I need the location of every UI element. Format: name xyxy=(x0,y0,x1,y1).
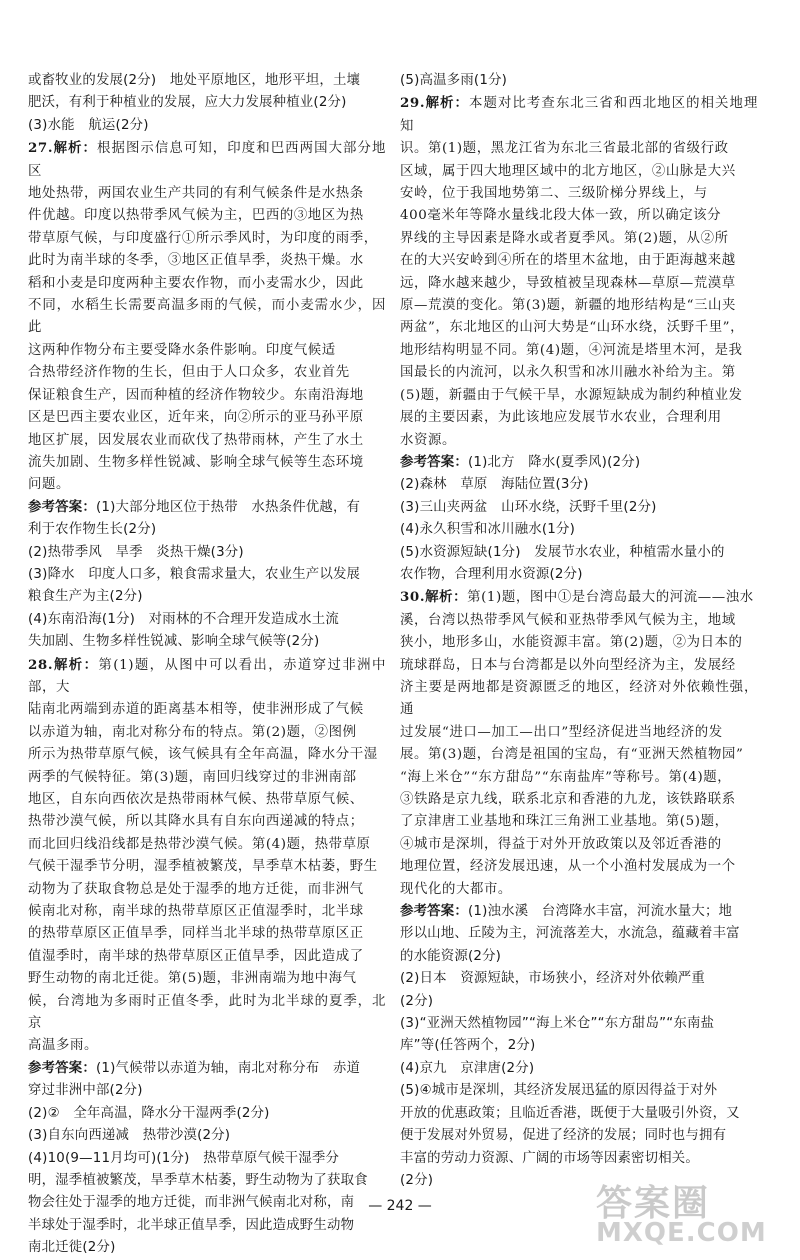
answer-line: (2)② 全年高温，降水分干湿两季(2分) xyxy=(28,1105,270,1121)
analysis-label: 解析： xyxy=(53,140,98,157)
analysis-line: 流失加剧、生物多样性锐减、影响全球气候等生态环境 xyxy=(28,454,364,470)
question-30 xyxy=(400,586,758,1192)
analysis-line: 安岭，位于我国地势第二、三级阶梯分界线上，与 xyxy=(400,186,708,202)
analysis-line: ④城市是深圳，得益于对外开放政策以及邻近香港的 xyxy=(400,836,722,852)
analysis-line: 候，台湾地为多雨时正值冬季，此时为北半球的夏季，北京 xyxy=(28,993,386,1032)
analysis-line: 高温多雨。 xyxy=(28,1038,98,1054)
text-line: (5)高温多雨(1分) xyxy=(400,73,508,88)
analysis-line: 过发展“进口—加工—出口”型经济促进当地经济的发 xyxy=(400,724,723,740)
analysis-line: 不同，水稻生长需要高温多雨的气候，而小麦需水少，因此 xyxy=(28,298,386,336)
answer-line: 丰富的劳动力资源、广阔的市场等因素密切相关。 xyxy=(400,1150,699,1166)
analysis-first-line xyxy=(28,654,386,700)
answer-first-line xyxy=(28,497,386,519)
analysis-line: 问题。 xyxy=(28,477,70,493)
analysis-line: 的热带草原区正值旱季，同样当北半球的热带草原区正 xyxy=(28,926,364,942)
analysis-line: 合热带经济作物的生长，但由于人口众多，农业首先 xyxy=(28,365,350,381)
analysis-line: 地理位置，经济发展迅速，从一个小渔村发展成为一个 xyxy=(400,859,736,875)
continued-answer xyxy=(28,70,386,137)
analysis-first-line xyxy=(28,137,386,183)
question-29 xyxy=(400,92,758,586)
answer-first-line xyxy=(400,452,758,474)
analysis-line: 地处热带，两国农业生产共同的有利气候条件是水热条 xyxy=(28,186,364,202)
analysis-line: 地区扩展，因发展农业而砍伐了热带雨林，产生了水土 xyxy=(28,432,364,448)
analysis-text: 本题对比考查东北三省和西北地区的相关地理知 xyxy=(400,96,758,134)
answer-first-line xyxy=(28,1058,386,1080)
question-28 xyxy=(28,654,386,1260)
analysis-line: (5)题，新疆由于气候干旱，水源短缺成为制约种植业发 xyxy=(400,387,743,403)
analysis-text: 第(1)题，从图中可以看出，赤道穿过非洲中部，大 xyxy=(28,657,386,695)
analysis-line: 野生动物的南北迁徙。第(5)题，非洲南端为地中海气 xyxy=(28,971,357,987)
answer-line: (4)10(9—11月均可)(1分) 热带草原气候干湿季分 xyxy=(28,1150,340,1166)
analysis-line: 而北回归线沿线都是热带沙漠气候。第(4)题，热带草原 xyxy=(28,836,371,852)
analysis-line: 所示为热带草原气候，该气候具有全年高温，降水分干湿 xyxy=(28,747,378,763)
answer-text: (1)气候带以赤道为轴，南北对称分布 赤道 xyxy=(95,1060,361,1076)
analysis-line: 狭小，地形多山，水能资源丰富。第(2)题，②为日本的 xyxy=(400,635,743,651)
watermark-text-top: 答案圈 xyxy=(596,1183,711,1224)
analysis-text: 第(1)题，图中①是台湾岛最大的河流——浊水 xyxy=(467,590,754,606)
analysis-line: 在的大兴安岭到④所在的塔里木盆地，由于距海越来越 xyxy=(400,253,736,269)
analysis-line: 候南北对称，南半球的热带草原区正值湿季时，北半球 xyxy=(28,904,364,920)
left-column xyxy=(28,70,386,1260)
answer-line: 粮食生产为主(2分) xyxy=(28,589,143,605)
answer-line: 南北迁徙(2分) xyxy=(28,1240,116,1256)
analysis-label: 解析： xyxy=(425,95,470,112)
answer-line: (5)④城市是深圳，其经济发展迅猛的原因得益于对外 xyxy=(400,1083,718,1099)
answer-line: (3)三山夹两盆 山环水绕，沃野千里(2分) xyxy=(400,499,657,515)
analysis-line: 溪，台湾以热带季风气候和亚热带季风气候为主，地域 xyxy=(400,612,736,628)
analysis-text: 根据图示信息可知，印度和巴西两国大部分地区 xyxy=(28,141,386,179)
analysis-line: 界线的主导因素是降水或者夏季风。第(2)题，从②所 xyxy=(400,230,729,246)
answer-line: 明，湿季植被繁茂，旱季草木枯萎，野生动物为了获取食 xyxy=(28,1172,368,1188)
analysis-line: 400毫米年等降水量线北段大体一致，所以确定该分 xyxy=(400,208,722,224)
answer-line: (3)自东向西递减 热带沙漠(2分) xyxy=(28,1128,231,1144)
analysis-line: 原—荒漠的变化。第(3)题，新疆的地形结构是“三山夹 xyxy=(400,298,737,314)
question-27 xyxy=(28,137,386,653)
analysis-line: 稻和小麦是印度两种主要农作物，而小麦需水少，因此 xyxy=(28,275,364,291)
analysis-line: 动物为了获取食物总是处于湿季的地方迁徙，而非洲气 xyxy=(28,881,364,897)
analysis-line: 热带沙漠气候，所以其降水具有自东向西递减的特点； xyxy=(28,814,364,830)
page-number: — 242 — xyxy=(368,1198,432,1214)
analysis-line: 识。第(1)题，黑龙江省为东北三省最北部的省级行政 xyxy=(400,141,729,157)
question-number: 28. xyxy=(28,656,54,673)
analysis-line: 地形结构明显不同。第(4)题，④河流是塔里木河，是我 xyxy=(400,342,743,358)
question-number: 30. xyxy=(400,589,426,606)
answer-line: (4)京九 京津唐(2分) xyxy=(400,1060,535,1076)
answer-line: (4)东南沿海(1分) 对雨林的不合理开发造成水土流 xyxy=(28,611,339,627)
analysis-line: “海上米仓”“东方甜岛”“东南盐库”等称号。第(4)题， xyxy=(400,769,732,785)
answer-label: 参考答案： xyxy=(28,1060,96,1076)
analysis-line: 远，降水越来越少，导致植被呈现森林—草原—荒漠草 xyxy=(400,275,736,291)
answer-label: 参考答案： xyxy=(400,454,468,470)
analysis-line: 国最长的内流河，以永久积雪和冰川融水补给为主。第 xyxy=(400,365,736,381)
answer-line: (4)永久积雪和冰川融水(1分) xyxy=(400,522,576,538)
answer-line: 的水能资源(2分) xyxy=(400,948,502,964)
answer-line: 便于发展对外贸易，促进了经济的发展；同时也与拥有 xyxy=(400,1128,727,1144)
answer-line: 穿过非洲中部(2分) xyxy=(28,1083,143,1099)
answer-line: 半球处于湿季时，北半球正值旱季，因此造成野生动物 xyxy=(28,1217,355,1233)
analysis-first-line xyxy=(400,586,758,609)
text-line: 肥沃，有利于种植业的发展，应大力发展种植业(2分) xyxy=(28,95,347,111)
analysis-line: ③铁路是京九线，联系北京和香港的九龙，该铁路联系 xyxy=(400,792,736,807)
analysis-line: 展的主要因素，为此该地应发展节水农业，合理利用 xyxy=(400,410,722,426)
analysis-label: 解析： xyxy=(425,589,468,606)
answer-line: 库”等(任答两个，2分) xyxy=(400,1038,536,1054)
answer-line: 物会往处于湿季的地方迁徙，而非洲气候南北对称，南 xyxy=(28,1195,355,1211)
question-number: 27. xyxy=(28,140,54,157)
answer-line: (2)热带季风 旱季 炎热干燥(3分) xyxy=(28,544,244,560)
answer-label: 参考答案： xyxy=(28,499,96,515)
answer-line: 农作物，合理利用水资源(2分) xyxy=(400,566,583,582)
analysis-line: 济主要是两地都是资源匮乏的地区，经济对外依赖性强，通 xyxy=(400,679,758,718)
analysis-line: 展。第(3)题，台湾是祖国的宝岛，有“亚洲天然植物园” xyxy=(400,747,744,763)
text-line: 或畜牧业的发展(2分) 地处平原地区，地形平坦，土壤 xyxy=(28,73,361,88)
analysis-line: 保证粮食生产，因而种植的经济作物较少。东南沿海地 xyxy=(28,387,364,403)
answer-line: (2)日本 资源短缺，市场狭小，经济对外依赖严重 xyxy=(400,971,705,987)
analysis-line: 两盆”，东北地区的山河大势是“山环水绕，沃野千里”， xyxy=(400,320,745,336)
answer-line: (3)“亚洲天然植物园”“海上米仓”“东方甜岛”“东南盐 xyxy=(400,1016,715,1032)
question-number: 29. xyxy=(400,95,426,112)
text-line: (3)水能 航运(2分) xyxy=(28,117,149,133)
analysis-line: 两季的气候特征。第(3)题，南回归线穿过的非洲南部 xyxy=(28,769,357,785)
analysis-line: 区是巴西主要农业区，近年来，向②所示的亚马孙平原 xyxy=(28,410,364,426)
answer-line: (3)降水 印度人口多，粮食需求量大，农业生产以发展 xyxy=(28,566,361,582)
analysis-line: 值湿季时，南半球的热带草原区正值旱季，因此造成了 xyxy=(28,948,364,964)
answer-line: 形以山地、丘陵为主，河流落差大，水流急，蕴藏着丰富 xyxy=(400,926,740,942)
answer-label: 参考答案： xyxy=(400,904,468,920)
answer-line: 失加剧、生物多样性锐减、影响全球气候等(2分) xyxy=(28,634,320,650)
analysis-line: 了京津唐工业基地和珠江三角洲工业基地。第(5)题， xyxy=(400,814,729,830)
analysis-line: 现代化的大都市。 xyxy=(400,881,512,897)
answer-line: 利于农作物生长(2分) xyxy=(28,522,157,538)
answer-line: 开放的优惠政策；且临近香港，既便于大量吸引外资，又 xyxy=(400,1105,740,1121)
continued-answer xyxy=(400,70,758,92)
answer-line: (2分) xyxy=(400,1172,434,1188)
analysis-line: 区域，属于四大地理区域中的北方地区，②山脉是大兴 xyxy=(400,163,736,179)
analysis-line: 陆南北两端到赤道的距离基本相等，使非洲形成了气候 xyxy=(28,702,364,718)
analysis-line: 地区，自东向西依次是热带雨林气候、热带草原气候、 xyxy=(28,792,364,807)
analysis-line: 此时为南半球的冬季，③地区正值旱季，炎热干燥。水 xyxy=(28,253,364,269)
watermark-logo xyxy=(596,1175,786,1248)
right-column xyxy=(400,70,758,1192)
analysis-line: 件优越。印度以热带季风气候为主，巴西的③地区为热 xyxy=(28,208,364,224)
answer-line: (2分) xyxy=(400,993,434,1009)
answer-text: (1)浊水溪 台湾降水丰富，河流水量大；地 xyxy=(467,904,733,920)
analysis-line: 这两种作物分布主要受降水条件影响。印度气候适 xyxy=(28,342,336,358)
analysis-line: 带草原气候，与印度盛行①所示季风时，为印度的雨季， xyxy=(28,230,378,246)
watermark-text-bottom: MXQE.COM xyxy=(596,1218,767,1248)
answer-text: (1)大部分地区位于热带 水热条件优越，有 xyxy=(95,499,361,515)
answer-line: (5)水资源短缺(1分) 发展节水农业，种植需水量小的 xyxy=(400,544,725,560)
analysis-label: 解析： xyxy=(53,656,99,673)
answer-first-line xyxy=(400,901,758,923)
analysis-first-line xyxy=(400,92,758,138)
answer-text: (1)北方 降水(夏季风)(2分) xyxy=(467,454,641,470)
analysis-line: 气候干湿季节分明，湿季植被繁茂，旱季草木枯萎，野生 xyxy=(28,859,378,875)
answer-line: (2)森林 草原 海陆位置(3分) xyxy=(400,477,589,493)
analysis-line: 琉球群岛，日本与台湾都是以外向型经济为主，发展经 xyxy=(400,657,736,673)
analysis-line: 以赤道为轴，南北对称分布的特点。第(2)题，②图例 xyxy=(28,724,357,740)
analysis-line: 水资源。 xyxy=(400,432,456,448)
